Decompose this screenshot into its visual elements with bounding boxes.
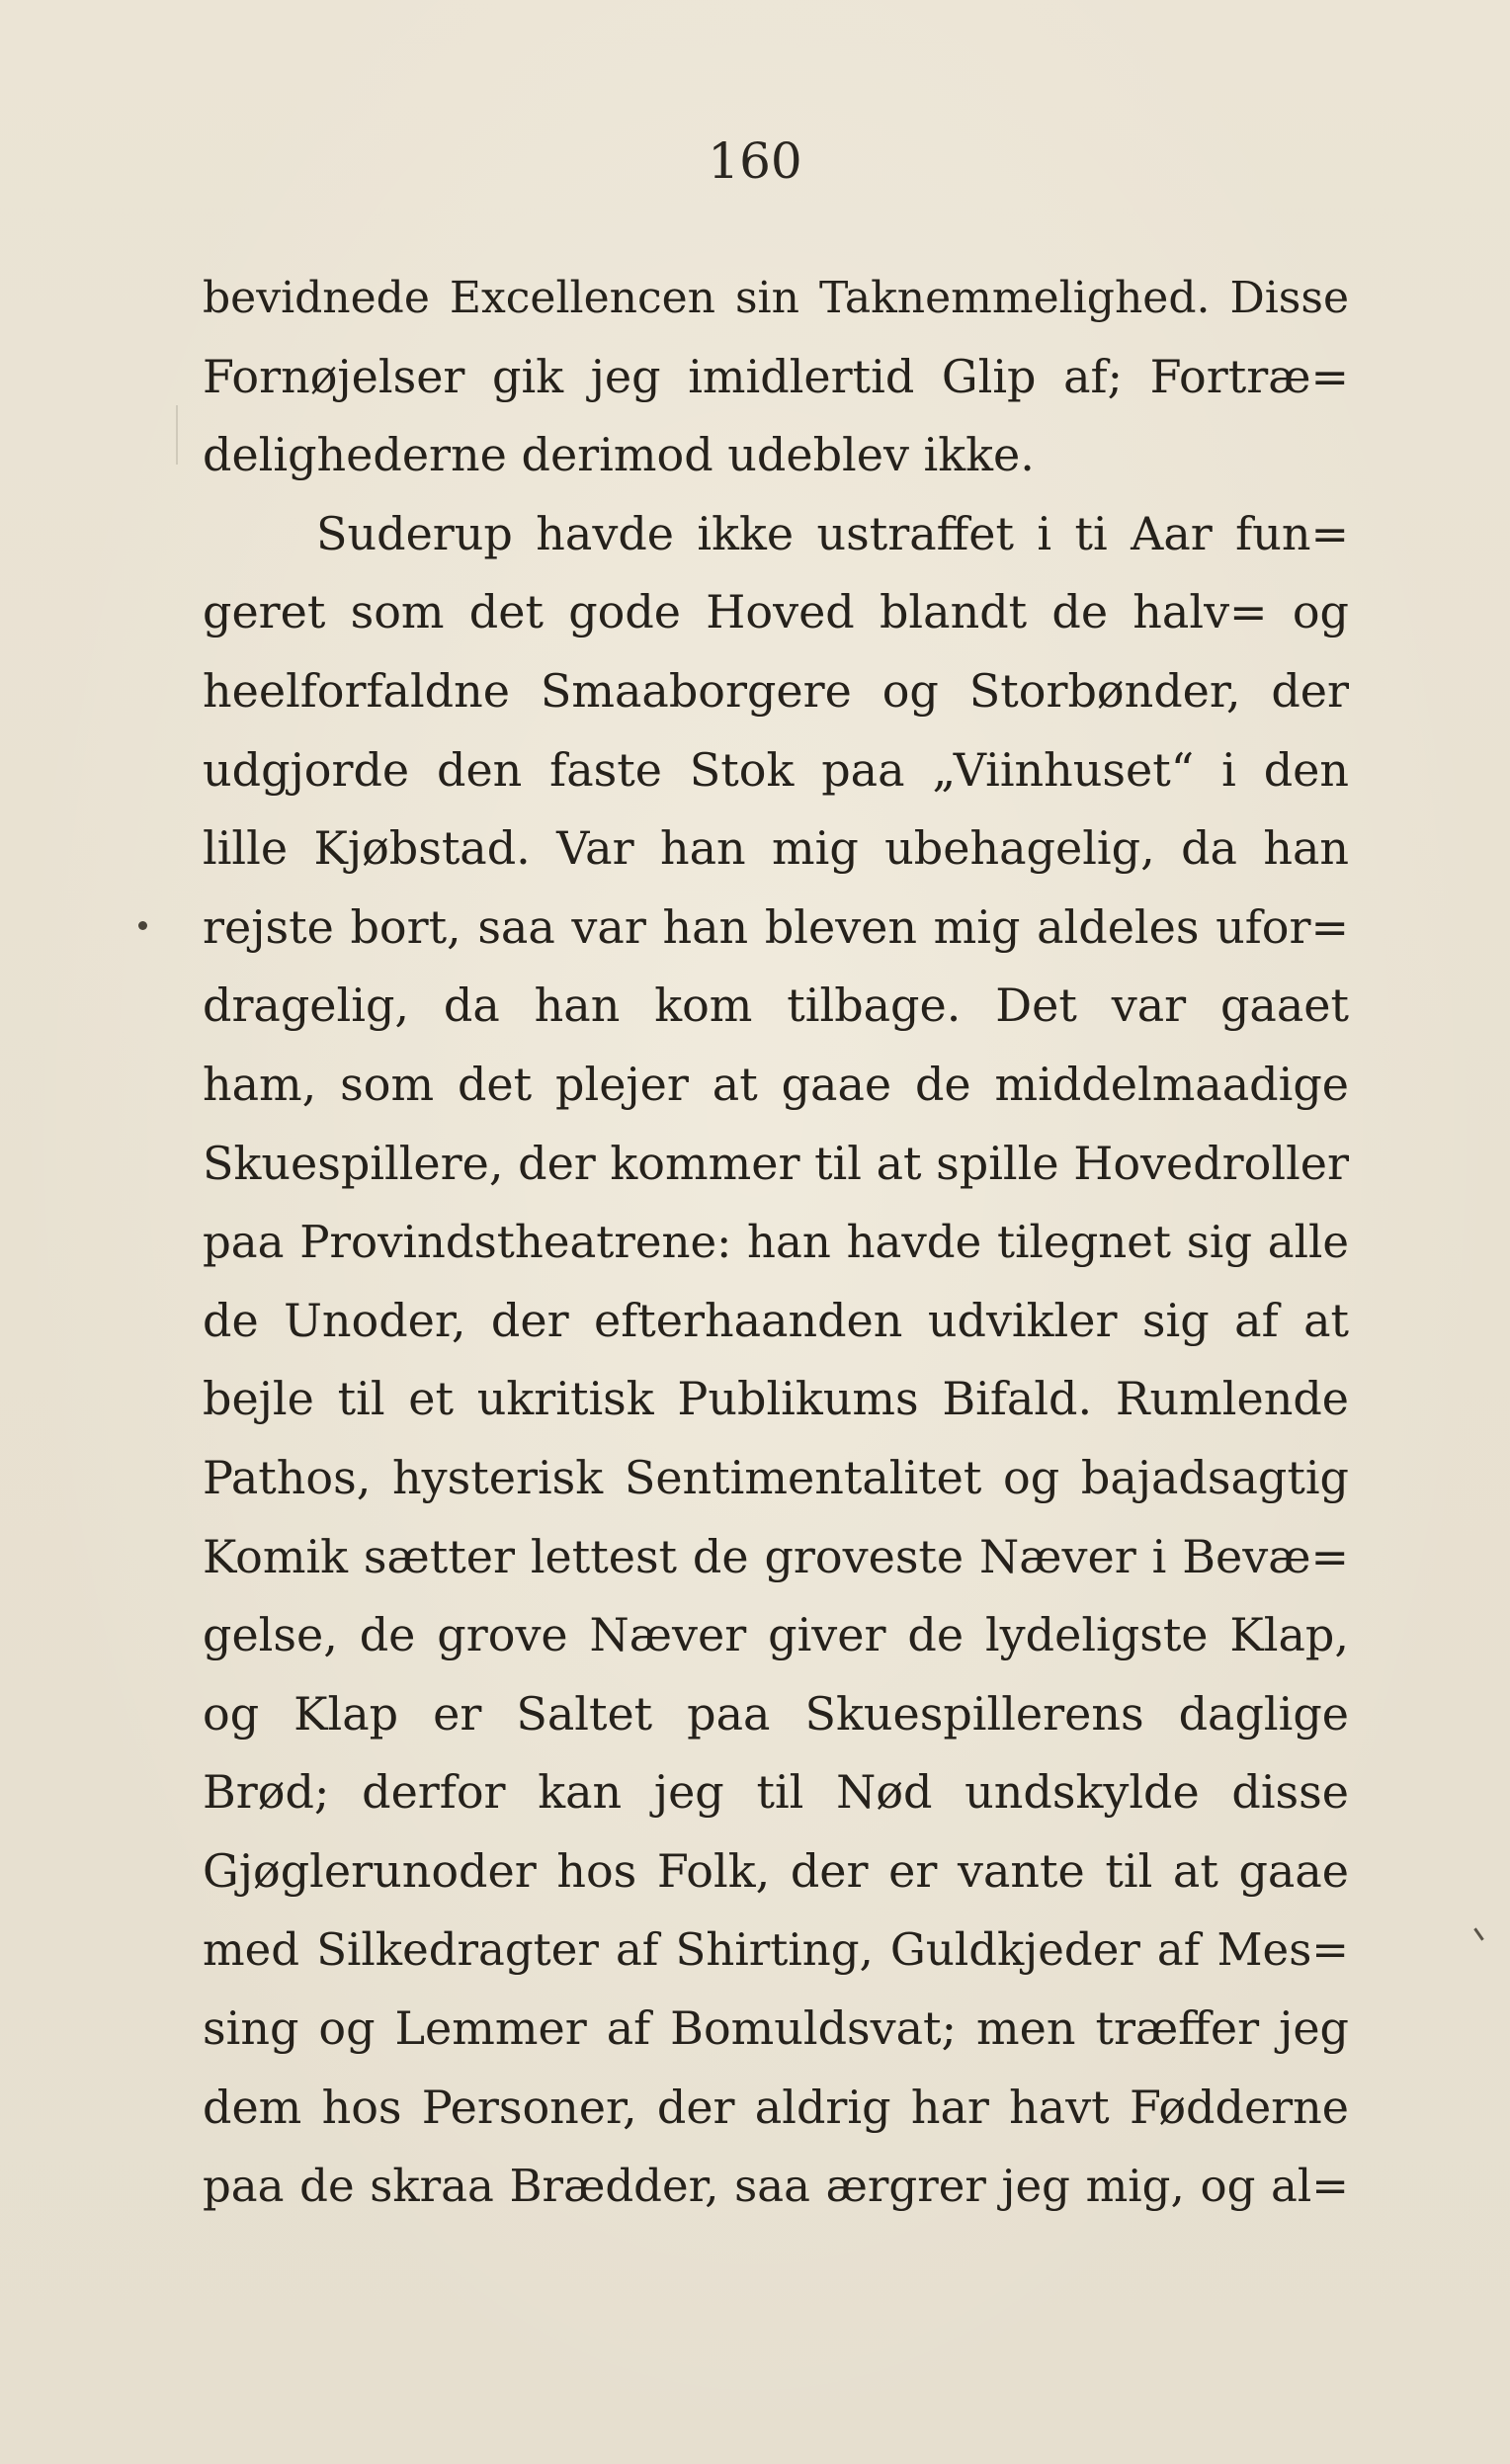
text-line: lille Kjøbstad. Var han mig ubehagelig, da han (203, 821, 1349, 876)
body-text (203, 259, 1349, 2226)
text-line: sing og Lemmer af Bomuldsvat; men træffer jeg (203, 2001, 1349, 2056)
text-line: dem hos Personer, der aldrig har havt Fødderne (203, 2080, 1349, 2134)
text-line: og Klap er Saltet paa Skuespillerens daglige (203, 1686, 1349, 1741)
text-line: dragelig, da han kom tilbage. Det var gaaet (203, 978, 1349, 1033)
text-line: paa Provindstheatrene: han havde tilegnet sig alle (203, 1216, 1349, 1269)
text-line: gelse, de grove Næver giver de lydeligste Klap, (203, 1608, 1349, 1662)
text-line: bevidnede Excellencen sin Taknemmelighed. Disse (203, 273, 1349, 323)
text-line: paa de skraa Brædder, saa ærgrer jeg mig, og al= (203, 2160, 1349, 2213)
text-line: rejste bort, saa var han bleven mig aldeles ufor= (203, 899, 1349, 954)
text-line: geret som det gode Hoved blandt de halv= og (203, 585, 1349, 639)
page-number: 160 (708, 132, 802, 190)
text-line: Gjøglerunoder hos Folk, der er vante til at gaae (203, 1843, 1349, 1898)
text-line: de Unoder, der efterhaanden udvikler sig af at (203, 1293, 1349, 1347)
text-line: Suderup havde ikke ustraffet i ti Aar fun= (316, 506, 1349, 560)
text-line: Fornøjelser gik jeg imidlertid Glip af; Fortræ= (203, 349, 1349, 403)
text-line: udgjorde den faste Stok paa „Viinhuset“ i den (203, 742, 1349, 797)
text-line: Skuespillere, der kommer til at spille Hovedroller (203, 1136, 1349, 1190)
margin-tick-mark (1473, 1927, 1483, 1940)
text-line: heelforfaldne Smaaborgere og Storbønder, der (203, 663, 1349, 718)
text-line: delighederne derimod udeblev ikke. (203, 428, 1035, 482)
text-line: med Silkedragter af Shirting, Guldkjeder af Mes= (203, 1923, 1349, 1977)
text-line: ham, som det plejer at gaae de middelmaadige (203, 1057, 1349, 1111)
text-line: Pathos, hysterisk Sentimentalitet og bajadsagtig (203, 1450, 1349, 1504)
text-line: Brød; derfor kan jeg til Nød undskylde disse (203, 1765, 1349, 1820)
margin-smudge (176, 405, 178, 465)
text-line: Komik sætter lettest de groveste Næver i Bevæ= (203, 1529, 1349, 1583)
text-line: bejle til et ukritisk Publikums Bifald. Rumlende (203, 1372, 1349, 1426)
margin-dot-mark (138, 921, 147, 930)
